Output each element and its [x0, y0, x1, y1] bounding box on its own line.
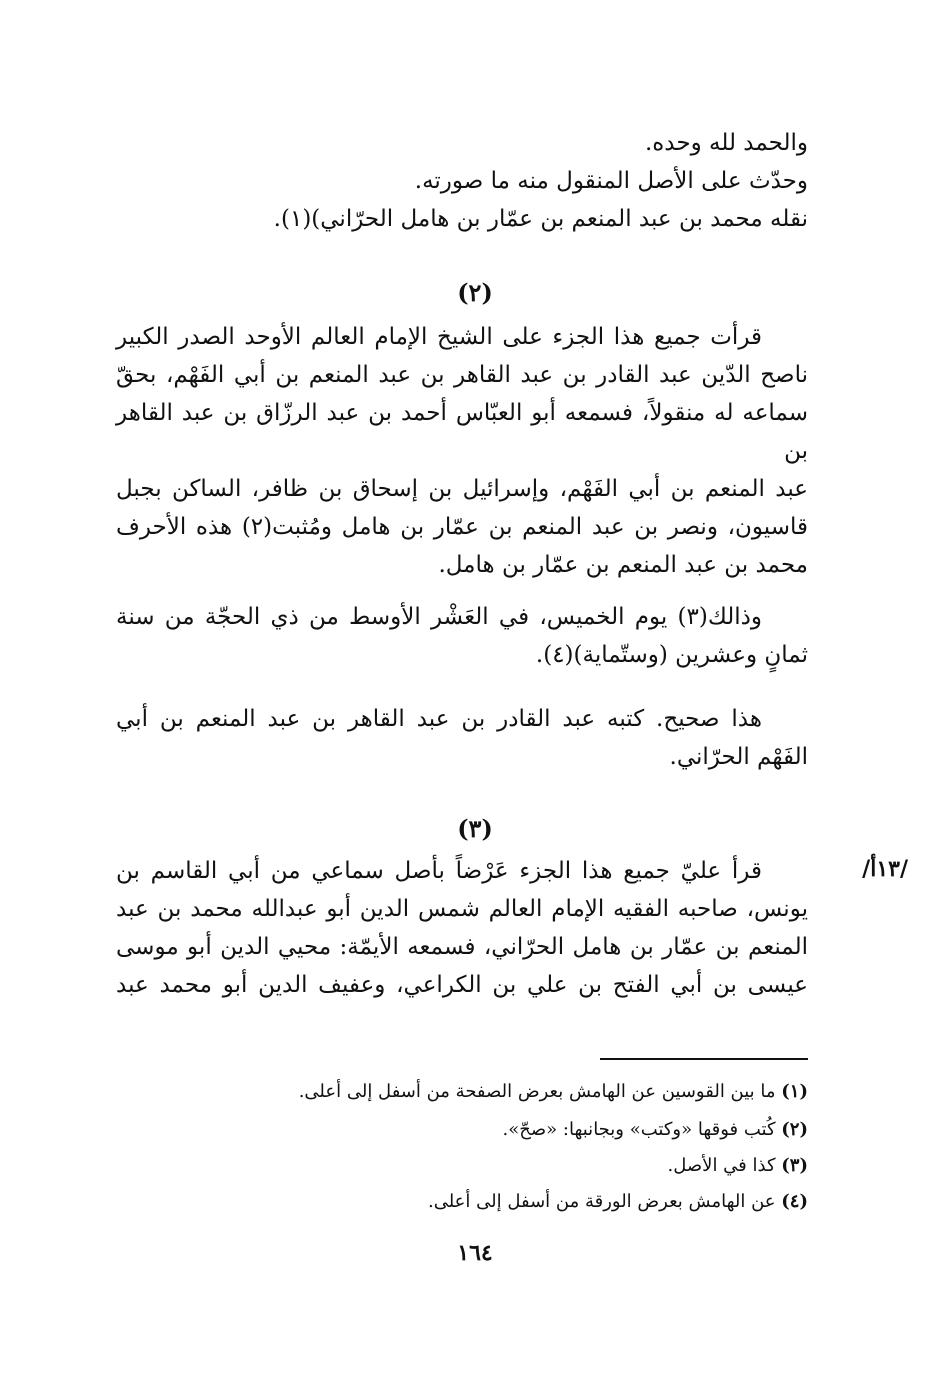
paragraph-line: قرأت جميع هذا الجزء على الشيخ الإمام العالم الأوحد الصدر الكبير [116, 324, 762, 350]
intro-line-2: وحدّث على الأصل المنقول منه ما صورته. [414, 168, 808, 194]
footnote-1 [116, 1078, 808, 1106]
footnote-number: (١) [781, 1081, 808, 1102]
paragraph-line: قرأ عليّ جميع هذا الجزء عَرْضاً بأصل سماعي من أبي القاسم بن [116, 858, 762, 884]
paragraph-line: الفَهْم الحرّاني. [669, 744, 808, 770]
paragraph-line: عبد المنعم بن أبي الفَهْم، وإسرائيل بن إسحاق بن ظافر، الساكن بجبل [116, 476, 808, 502]
intro-line-3: نقله محمد بن عبد المنعم بن عمّار بن هامل الحرّاني)(١). [273, 206, 808, 232]
footnote-text: كُتب فوقها «وكتب» وبجانبها: «صحّ». [502, 1119, 776, 1140]
footnote-number: (٣) [781, 1155, 808, 1176]
paragraph-line: ثمانٍ وعشرين (وستّماية)(٤). [535, 642, 808, 668]
folio-margin-note: /١٣أ/ [862, 856, 908, 882]
footnote-number: (٤) [781, 1191, 808, 1212]
paragraph-line: قاسيون، ونصر بن عبد المنعم بن عمّار بن هامل ومُثبت(٢) هذه الأحرف [116, 514, 808, 540]
footnote-text: ما بين القوسين عن الهامش بعرض الصفحة من أسفل إلى أعلى. [298, 1081, 776, 1102]
footnote-divider [600, 1058, 808, 1060]
paragraph-line: وذالك(٣) يوم الخميس، في العَشْر الأوسط من ذي الحجّة من سنة [116, 604, 762, 630]
section-2-paragraph-2 [116, 598, 808, 674]
paragraph-line: ناصح الدّين عبد القادر بن عبد القاهر بن عبد المنعم بن أبي الفَهْم، بحقّ [116, 362, 808, 388]
paragraph-line: محمد بن عبد المنعم بن عمّار بن هامل. [438, 552, 808, 578]
intro-block [116, 124, 808, 238]
paragraph-line: هذا صحيح. كتبه عبد القادر بن عبد القاهر بن عبد المنعم بن أبي [116, 706, 762, 732]
intro-line-1: والحمد لله وحده. [644, 130, 808, 156]
section-3-paragraph-1 [116, 852, 808, 1004]
paragraph-line: المنعم بن عمّار بن هامل الحرّاني، فسمعه الأيمّة: محيي الدين أبو موسى [116, 934, 808, 960]
footnote-number: (٢) [781, 1119, 808, 1140]
page-number: ١٦٤ [457, 1240, 493, 1266]
section-2-heading: (٢) [457, 278, 493, 307]
paragraph-line: عيسى بن أبي الفتح بن علي بن الكراعي، وعفيف الدين أبو محمد عبد [116, 972, 808, 998]
footnote-text: كذا في الأصل. [667, 1155, 776, 1176]
section-3-heading: (٣) [457, 814, 493, 843]
paragraph-line: يونس، صاحبه الفقيه الإمام العالم شمس الدين أبو عبدالله محمد بن عبد [116, 896, 808, 922]
footnote-3 [116, 1152, 808, 1180]
footnote-4 [116, 1188, 808, 1216]
footnote-2 [116, 1116, 808, 1144]
footnote-text: عن الهامش بعرض الورقة من أسفل إلى أعلى. [427, 1191, 776, 1212]
section-2-paragraph-3 [116, 700, 808, 776]
section-2-paragraph-1 [116, 318, 808, 584]
paragraph-line: سماعه له منقولاً، فسمعه أبو العبّاس أحمد بن عبد الرزّاق بن عبد القاهر بن [116, 400, 808, 464]
